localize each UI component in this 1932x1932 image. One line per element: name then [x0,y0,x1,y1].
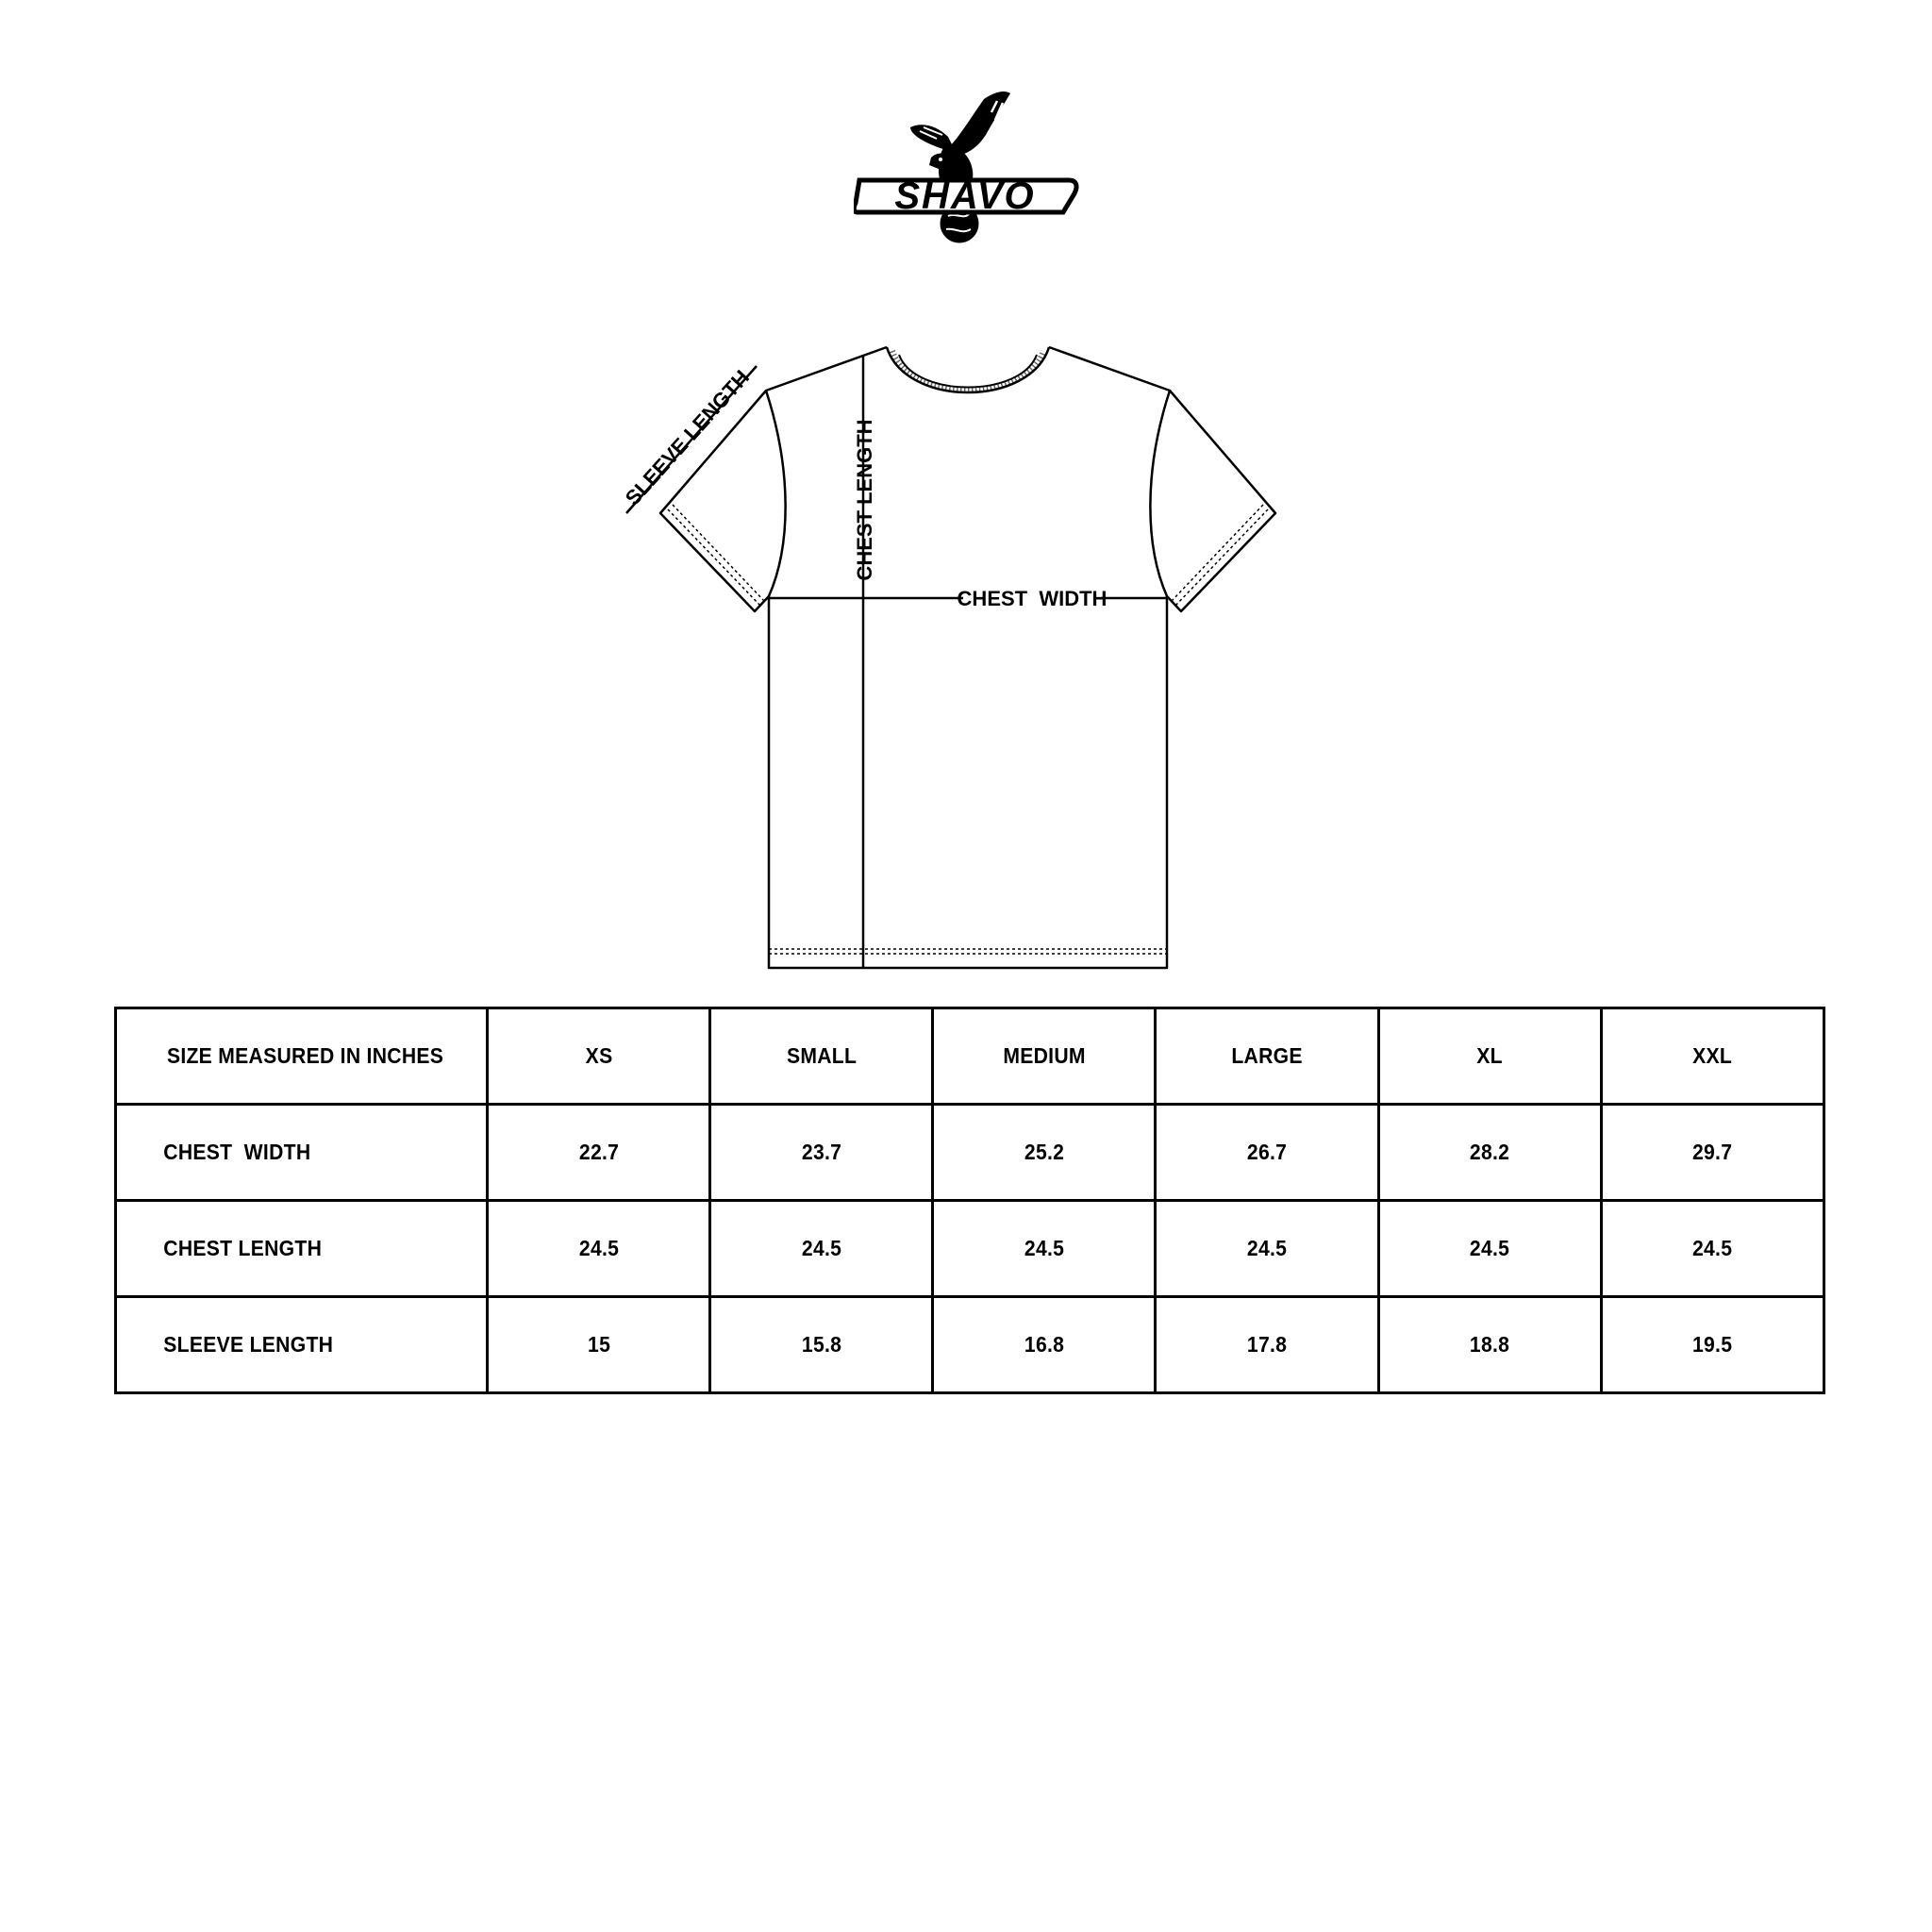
table-cell: 26.7 [1164,1105,1369,1201]
measurement-lines [626,355,1167,968]
table-cell: 23.7 [719,1105,924,1201]
chest-length-label: CHEST LENGTH [853,419,876,581]
table-cell: 24.5 [1164,1201,1369,1297]
row-label-sleeve-length: SLEEVE LENGTH [130,1297,472,1393]
tshirt-collar [887,347,1049,392]
table-corner-label: SIZE MEASURED IN INCHES [130,1008,472,1105]
table-cell: 19.5 [1610,1297,1815,1393]
size-header-xs: XS [496,1008,701,1105]
table-header-row [116,1008,1824,1105]
size-header-medium: MEDIUM [941,1008,1146,1105]
logo-wordmark: SHAVO [894,175,1036,217]
tshirt-outline [660,347,1275,968]
table-cell: 24.5 [1388,1201,1592,1297]
table-cell: 15.8 [719,1297,924,1393]
row-label-chest-width: CHEST WIDTH [130,1105,472,1201]
table-cell: 25.2 [941,1105,1146,1201]
table-row [116,1105,1824,1201]
table-cell: 24.5 [1610,1201,1815,1297]
table-cell: 15 [496,1297,701,1393]
table-cell: 18.8 [1388,1297,1592,1393]
size-chart-table [114,1007,1825,1394]
row-label-chest-length: CHEST LENGTH [130,1201,472,1297]
table-row [116,1201,1824,1297]
table-cell: 24.5 [941,1201,1146,1297]
table-row [116,1297,1824,1393]
size-header-xl: XL [1388,1008,1592,1105]
table-cell: 24.5 [719,1201,924,1297]
table-cell: 17.8 [1164,1297,1369,1393]
table-cell: 24.5 [496,1201,701,1297]
chest-width-label: CHEST WIDTH [957,587,1108,610]
size-header-xxl: XXL [1610,1008,1815,1105]
table-cell: 16.8 [941,1297,1146,1393]
table-cell: 22.7 [496,1105,701,1201]
table-cell: 29.7 [1610,1105,1815,1201]
table-cell: 28.2 [1388,1105,1592,1201]
sleeve-length-label: SLEEVE LENGTH [620,365,755,510]
size-header-large: LARGE [1164,1008,1369,1105]
size-header-small: SMALL [719,1008,924,1105]
